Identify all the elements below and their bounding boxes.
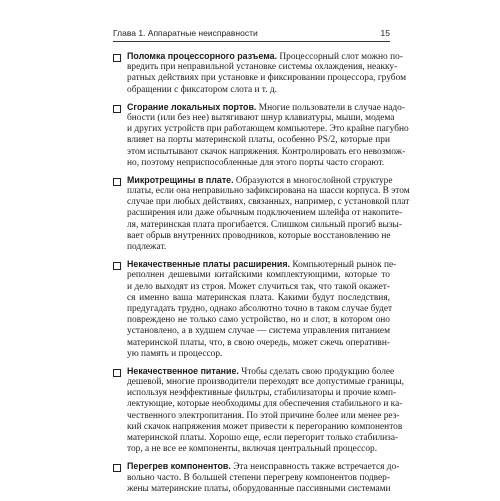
text-line: дешевой, многие производители переходят все допустимые границы, [127,377,404,388]
text-line: ля, материнская плата прогибается. Слишком сильный прогиб вызы- [127,219,402,230]
text-line: вредить при неправильной установке системы охлаждения, неакку- [127,62,398,73]
text-line [127,365,395,377]
text-line: тор, а не все ее компоненты, включая центральный процессор. [127,444,378,455]
text-line: кий скачок напряжения может привести к перегоранию компонентов [127,421,403,432]
item-heading: Некачественные платы расширения. [127,259,291,270]
text-line: предугадать трудно, однако абсолютно точно в таком случае будет [127,303,393,314]
item-heading: Сгорание локальных портов. [127,101,257,112]
text-line [127,101,405,113]
list-item [113,174,410,253]
text-line: расширения или даже обычным подключением шлейфа от накопите- [127,208,403,219]
list-item [113,51,407,96]
text-line: используя неэффективные фильтры, стабилизаторы и прочие комп- [127,388,397,399]
text-line: и дело выходят из строя. Может случиться так, что такой окажет- [127,281,390,292]
text-line: вольно часто. В большей степени перегреву компонентов подвер- [127,472,390,483]
item-text: Образуются в многослойной структуре [233,175,393,186]
text-line: материнской платы. Хорошо еще, если перегорит только стабилиза- [127,433,399,443]
text-line [127,259,397,271]
item-heading: Поломка процессорного разъема. [127,51,278,61]
header-rule [113,41,390,42]
item-heading: Некачественное питание. [127,365,239,376]
list-item [113,365,404,456]
checkbox-bullet-icon [113,262,121,270]
text-line: случае при любых действиях, связанных, например, с установкой плат [127,197,410,208]
running-header [113,28,390,38]
checkbox-bullet-icon [113,105,121,113]
text-line: вает обрыв внутренних проводников, которые восстановлению не [127,230,391,241]
text-line: жены материнские платы, оборудованные пассивными системами [127,483,391,494]
fault-list [113,51,410,501]
checkbox-bullet-icon [113,369,121,377]
item-heading: Перегрев компонентов. [127,461,231,472]
text-line: обращении с фиксатором слота и т. д. [127,84,277,95]
text-line: материнской платы, что, в свою очередь, может сжечь оперативн- [127,337,390,348]
checkbox-bullet-icon [113,54,121,62]
text-line: ся именно ваша материнская плата. Какими будут последствия, [127,292,390,303]
list-item [113,461,400,495]
text-line: установлено, а в худшем случае — система управления питанием [127,326,390,337]
checkbox-bullet-icon [113,178,121,186]
text-line: ратных действиях при установке и фиксировании процессора, грубом [127,73,407,84]
text-line: повреждено не только само устройство, но и слот, в котором оно [127,315,390,326]
item-heading: Микротрещины в плате. [127,174,234,185]
list-item [113,101,409,169]
item-text: Эта неисправность также встречается до- [230,462,400,473]
text-line: этом испытывают скачок напряжения. Контролировать его невозмож- [127,146,406,157]
item-text: Чтобы сделать свою продукцию более [238,366,395,377]
item-text: Многие пользователи в случае надо- [256,102,405,113]
text-line [127,174,393,186]
item-text: Компьютерный рынок пе- [290,260,397,271]
chapter-title: Глава 1. Аппаратные неисправности [113,28,258,38]
page-number: 15 [380,28,390,38]
checkbox-bullet-icon [113,464,121,472]
text-line: бности (или без нее) вытягивают шнур клавиатуры, мыши, модема [127,112,395,123]
text-line [127,51,403,62]
text-line [127,461,400,473]
item-text: Процессорный слот можно по- [277,52,403,62]
text-line: влияет на порты материнской платы, особенно PS/2, которые при [127,135,390,146]
text-line: чественного электропитания. По этой причине более или менее рез- [127,410,400,421]
text-line: лектующие, которые необходимы для обеспечения стабильного и ка- [127,399,403,410]
text-line: платы, если она неправильно зафиксирована на шасси корпуса. В этом [127,186,410,197]
list-item [113,259,397,360]
text-line: ую память и процессор. [127,348,223,359]
text-line: реполнен дешевыми китайскими комплектующими, которые то [127,270,390,281]
text-line: и других устройств при работающем компьютере. Это крайне пагубно [127,124,409,135]
text-line: подлежат. [127,242,167,252]
text-line: но, поэтому неприспособленные для этого порты часто сгорают. [127,157,385,168]
